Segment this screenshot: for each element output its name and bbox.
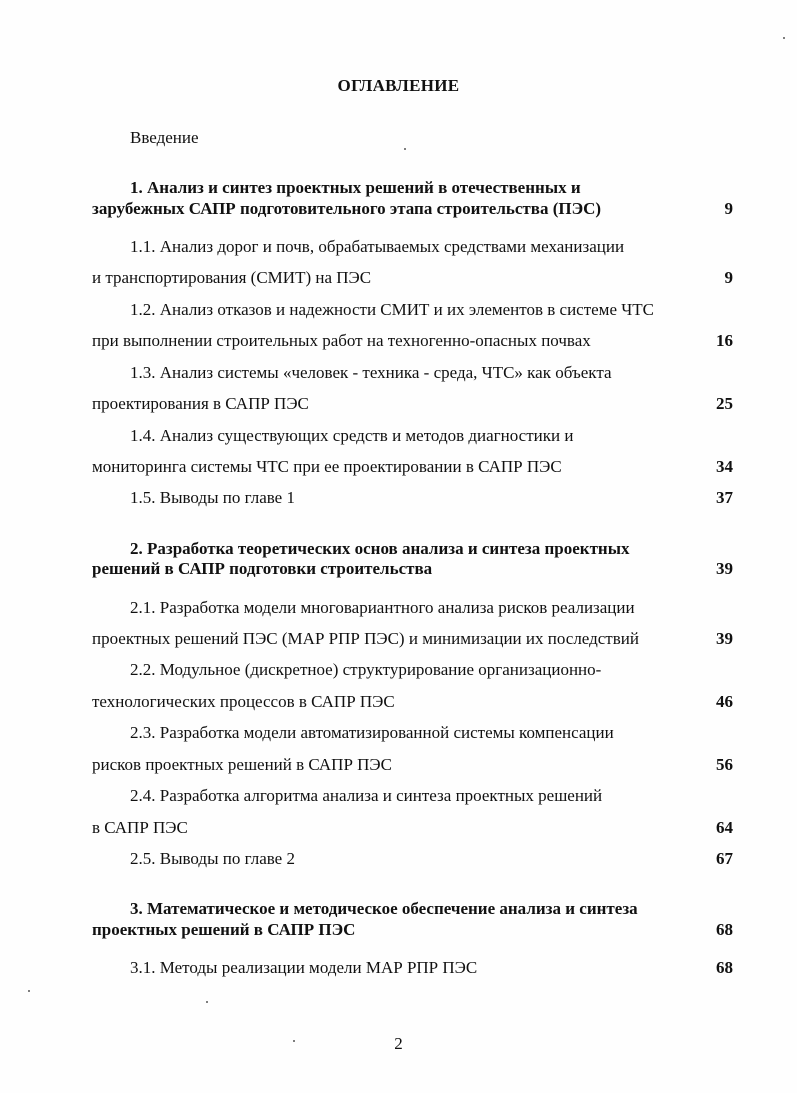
item-1-1-line-2: и транспортирования (СМИТ) на ПЭС <box>92 268 372 287</box>
scan-speck <box>28 990 30 992</box>
item-2-4-line-1: 2.4. Разработка алгоритма анализа и синтеза проектных решений <box>130 786 603 805</box>
toc-title: ОГЛАВЛЕНИЕ <box>337 76 460 95</box>
item-2-2-line-2: технологических процессов в САПР ПЭС <box>92 692 395 711</box>
item-1-3-page: 25 <box>716 394 733 413</box>
item-2-5-page: 67 <box>716 849 733 868</box>
scan-speck <box>293 1040 295 1042</box>
item-1-4-page: 34 <box>716 457 733 476</box>
section-3-heading-line-2: проектных решений в САПР ПЭС <box>92 920 356 939</box>
item-2-1-line-1: 2.1. Разработка модели многовариантного анализа рисков реализации <box>130 598 635 617</box>
scan-speck <box>783 37 785 39</box>
item-1-5-page: 37 <box>716 488 733 507</box>
item-2-3-page: 56 <box>716 755 733 774</box>
page-number: 2 <box>394 1034 403 1053</box>
item-1-5-line-1: 1.5. Выводы по главе 1 <box>130 488 295 507</box>
section-3-heading-line-1: 3. Математическое и методическое обеспечение анализа и синтеза <box>130 899 638 918</box>
item-1-1-line-1: 1.1. Анализ дорог и почв, обрабатываемых средствами механизации <box>130 237 625 256</box>
item-2-1-page: 39 <box>716 629 733 648</box>
item-2-5-line-1: 2.5. Выводы по главе 2 <box>130 849 295 868</box>
section-2-heading-line-2: решений в САПР подготовки строительства <box>92 559 433 578</box>
item-2-1-line-2: проектных решений ПЭС (МАР РПР ПЭС) и минимизации их последствий <box>92 629 639 648</box>
scan-speck <box>404 148 406 150</box>
item-2-3-line-2: рисков проектных решений в САПР ПЭС <box>92 755 392 774</box>
item-1-4-line-2: мониторинга системы ЧТС при ее проектировании в САПР ПЭС <box>92 457 562 476</box>
item-2-4-line-2: в САПР ПЭС <box>92 818 188 837</box>
item-1-3-line-1: 1.3. Анализ системы «человек - техника - среда, ЧТС» как объекта <box>130 363 612 382</box>
section-2-heading-line-1: 2. Разработка теоретических основ анализа и синтеза проектных <box>130 539 630 558</box>
item-1-3-line-2: проектирования в САПР ПЭС <box>92 394 309 413</box>
item-2-2-page: 46 <box>716 692 733 711</box>
scan-speck <box>206 1001 208 1003</box>
item-1-1-page: 9 <box>724 268 733 287</box>
item-1-4-line-1: 1.4. Анализ существующих средств и методов диагностики и <box>130 426 574 445</box>
item-1-2-line-1: 1.2. Анализ отказов и надежности СМИТ и их элементов в системе ЧТС <box>130 300 655 319</box>
item-3-1-line-1: 3.1. Методы реализации модели МАР РПР ПЭС <box>130 958 478 977</box>
section-2-page: 39 <box>716 559 733 578</box>
item-2-4-page: 64 <box>716 818 733 837</box>
item-1-2-page: 16 <box>716 331 733 350</box>
toc-intro: Введение <box>130 128 199 147</box>
item-2-3-line-1: 2.3. Разработка модели автоматизированной системы компенсации <box>130 723 614 742</box>
section-1-heading-line-2: зарубежных САПР подготовительного этапа строительства (ПЭС) <box>92 199 602 218</box>
item-2-2-line-1: 2.2. Модульное (дискретное) структурирование организационно- <box>130 660 602 679</box>
section-1-page: 9 <box>724 199 733 218</box>
section-3-page: 68 <box>716 920 733 939</box>
item-1-2-line-2: при выполнении строительных работ на техногенно-опасных почвах <box>92 331 591 350</box>
section-1-heading-line-1: 1. Анализ и синтез проектных решений в отечественных и <box>130 178 581 197</box>
item-3-1-page: 68 <box>716 958 733 977</box>
